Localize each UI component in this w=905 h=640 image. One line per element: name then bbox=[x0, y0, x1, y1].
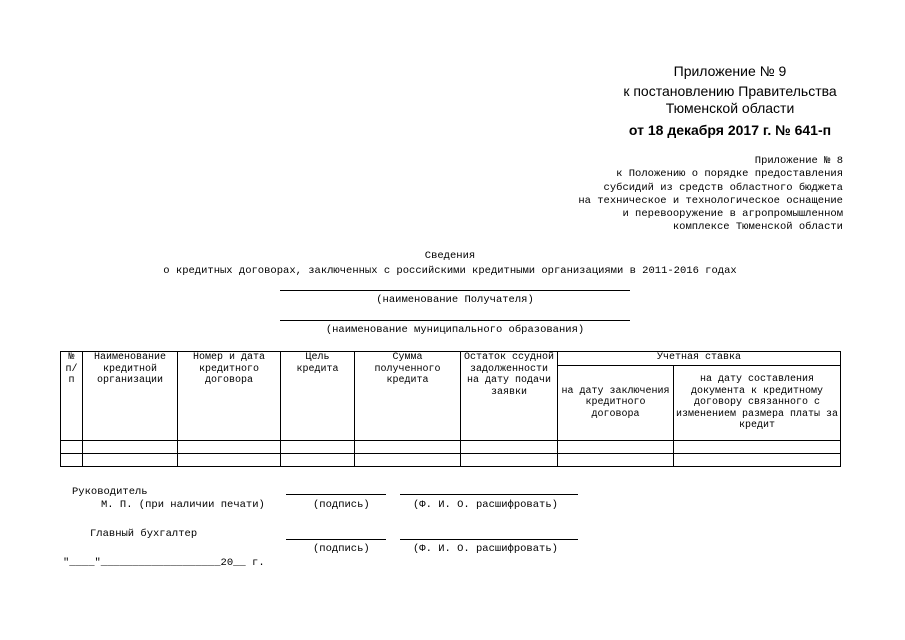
table-cell[interactable] bbox=[178, 441, 281, 454]
document-subtitle: о кредитных договорах, заключенных с российскими кредитными организациями в 2011-2016 годах bbox=[163, 265, 737, 277]
accountant-name-caption: (Ф. И. О. расшифровать) bbox=[413, 543, 558, 555]
table-cell[interactable] bbox=[355, 441, 461, 454]
table-row bbox=[61, 441, 841, 454]
credit-contracts-table bbox=[60, 351, 841, 467]
decree-date: от 18 декабря 2017 г. № 641-п bbox=[628, 122, 832, 138]
table-cell[interactable] bbox=[61, 454, 83, 467]
decree-reference: к постановлению Правительства bbox=[623, 83, 837, 99]
accountant-label: Главный бухгалтер bbox=[90, 528, 198, 540]
table-cell[interactable] bbox=[281, 454, 355, 467]
accountant-signature-caption: (подпись) bbox=[313, 543, 370, 555]
table-row bbox=[61, 454, 841, 467]
table-cell[interactable] bbox=[178, 454, 281, 467]
col-header-rate-conclusion: на дату заключения кредитного договора bbox=[558, 366, 674, 441]
appendix-8-line: и перевооружение в агропромышленном bbox=[622, 208, 843, 221]
municipality-caption: (наименование муниципального образования) bbox=[325, 324, 585, 336]
region-name: Тюменской области bbox=[665, 100, 795, 116]
recipient-name-line[interactable] bbox=[280, 290, 630, 291]
head-label: Руководитель bbox=[72, 486, 148, 498]
table-cell[interactable] bbox=[461, 441, 558, 454]
head-name-caption: (Ф. И. О. расшифровать) bbox=[413, 499, 558, 511]
appendix-8-line: к Положению о порядке предоставления bbox=[616, 168, 843, 181]
table-cell[interactable] bbox=[281, 441, 355, 454]
col-header-rate-docs: на дату составления документа к кредитному договору связанного с изменением размера платы за кредит bbox=[674, 366, 841, 441]
table-cell[interactable] bbox=[674, 441, 841, 454]
head-name-line[interactable] bbox=[400, 494, 578, 495]
date-field[interactable]: "____"___________________20__ г. bbox=[63, 557, 265, 569]
accountant-signature-line[interactable] bbox=[286, 539, 386, 540]
appendix-8-block bbox=[578, 155, 843, 235]
table-cell[interactable] bbox=[355, 454, 461, 467]
municipality-line[interactable] bbox=[280, 320, 630, 321]
stamp-label: М. П. (при наличии печати) bbox=[101, 499, 265, 511]
col-header-num: № п/ п bbox=[61, 352, 83, 441]
col-header-rate-group: Учетная ставка bbox=[558, 352, 841, 366]
col-header-contract: Номер и дата кредитного договора bbox=[178, 352, 281, 441]
table-cell[interactable] bbox=[558, 441, 674, 454]
appendix-8-line: Приложение № 8 bbox=[754, 155, 843, 167]
col-header-org: Наименование кредитной организации bbox=[83, 352, 178, 441]
document-title: Сведения bbox=[424, 250, 476, 262]
table-cell[interactable] bbox=[83, 441, 178, 454]
col-header-purpose: Цель кредита bbox=[281, 352, 355, 441]
head-signature-line[interactable] bbox=[286, 494, 386, 495]
col-header-balance: Остаток ссудной задолженности на дату подачи заявки bbox=[461, 352, 558, 441]
col-header-amount: Сумма полученного кредита bbox=[355, 352, 461, 441]
table-cell[interactable] bbox=[83, 454, 178, 467]
head-signature-caption: (подпись) bbox=[313, 499, 370, 511]
accountant-name-line[interactable] bbox=[400, 539, 578, 540]
table-cell[interactable] bbox=[461, 454, 558, 467]
appendix-9-title: Приложение № 9 bbox=[673, 63, 787, 79]
table-cell[interactable] bbox=[674, 454, 841, 467]
appendix-8-line: комплексе Тюменской области bbox=[672, 221, 843, 234]
table-cell[interactable] bbox=[61, 441, 83, 454]
appendix-8-line: на техническое и технологическое оснащение bbox=[578, 194, 843, 207]
appendix-8-line: субсидий из средств областного бюджета bbox=[603, 181, 843, 194]
table-cell[interactable] bbox=[558, 454, 674, 467]
recipient-name-caption: (наименование Получателя) bbox=[376, 294, 534, 306]
